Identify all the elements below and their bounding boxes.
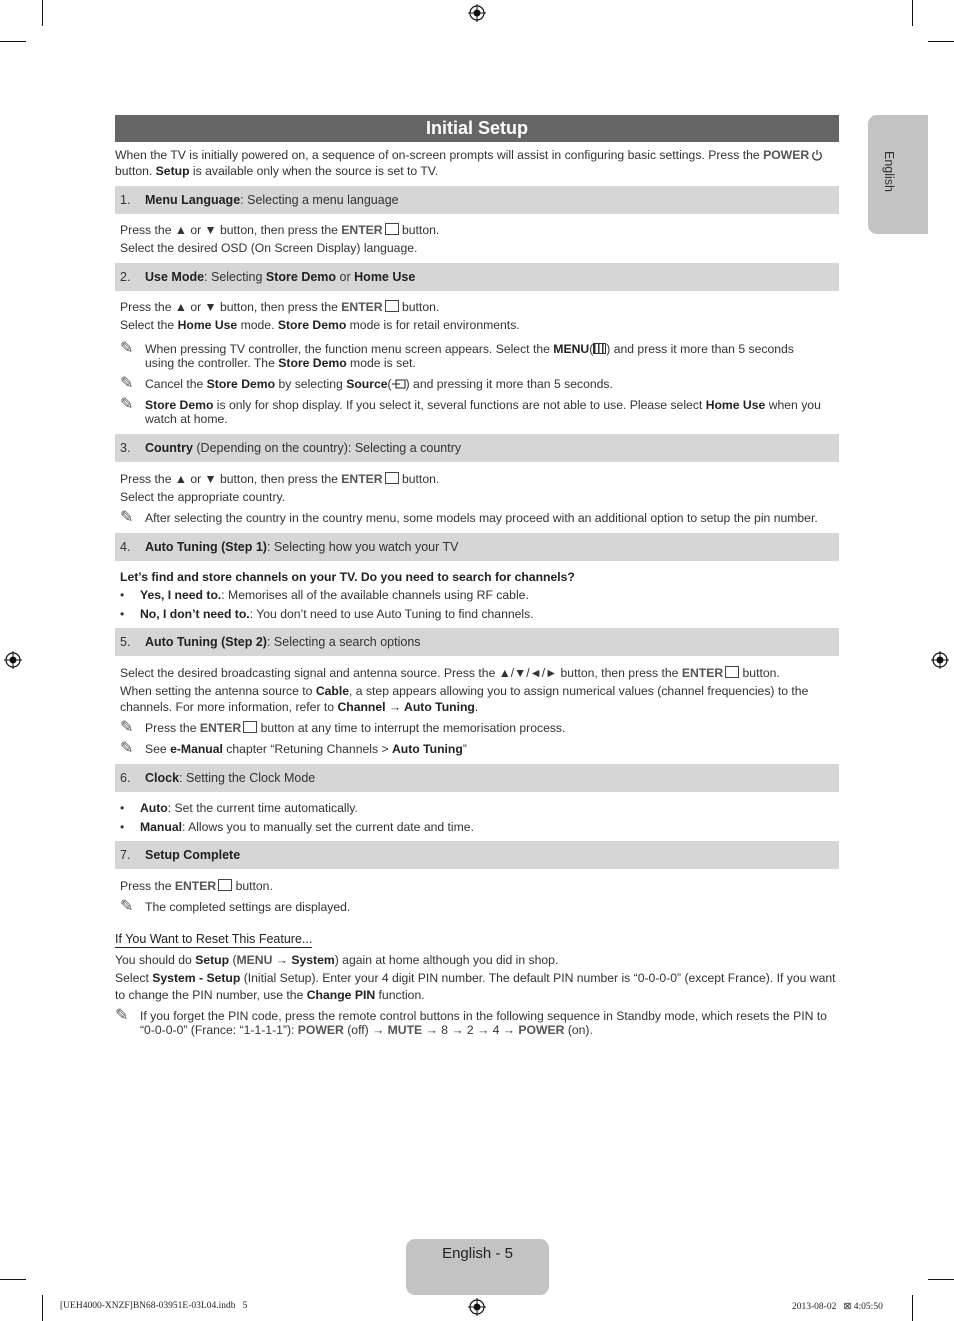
s4-question: Let’s find and store channels on your TV. Do you need to search for channels? bbox=[120, 570, 575, 584]
enter-icon bbox=[385, 472, 399, 484]
s5-line-1: Select the desired broadcasting signal and antenna source. Press the ▲/▼/◄/► button, then press the ENTER button. bbox=[120, 666, 780, 680]
intro-line-2: button. Setup is available only when the source is set to TV. bbox=[115, 164, 439, 178]
intro-line-1: When the TV is initially powered on, a sequence of on-screen prompts will assist in configuring basic settings. Press the POWER bbox=[115, 148, 823, 162]
note-pencil-icon: ✎ bbox=[120, 740, 134, 757]
enter-icon bbox=[243, 721, 257, 733]
reset-line-2: Select System - Setup (Initial Setup). Enter your 4 digit PIN number. The default PIN number is “0-0-0-0” (except France). If you want bbox=[115, 971, 836, 985]
step-header-4: 4. Auto Tuning (Step 1): Selecting how you watch your TV bbox=[115, 533, 839, 561]
step-header-7: 7. Setup Complete bbox=[115, 841, 839, 869]
crop-mark bbox=[42, 1295, 43, 1321]
crop-mark bbox=[912, 1295, 913, 1321]
s1-instruction: Press the ▲ or ▼ button, then press the ENTER button. bbox=[120, 223, 440, 237]
step-header-6: 6. Clock: Setting the Clock Mode bbox=[115, 764, 839, 792]
step-header-1: 1. Menu Language: Selecting a menu language bbox=[115, 186, 839, 214]
crop-mark bbox=[0, 41, 26, 42]
menu-icon bbox=[593, 343, 606, 354]
step-header-2: 2. Use Mode: Selecting Store Demo or Home Use bbox=[115, 263, 839, 291]
s5-line-2: When setting the antenna source to Cable, a step appears allowing you to assign numerical values (channel frequencies) to the bbox=[120, 684, 809, 698]
s2-line-2: Select the Home Use mode. Store Demo mode is for retail environments. bbox=[120, 318, 520, 332]
crop-mark bbox=[0, 1279, 26, 1280]
reset-heading: If You Want to Reset This Feature... bbox=[115, 932, 313, 946]
enter-icon bbox=[385, 223, 399, 235]
step-header-3: 3. Country (Depending on the country): Selecting a country bbox=[115, 434, 839, 462]
language-side-tab bbox=[868, 115, 928, 234]
enter-icon bbox=[218, 879, 232, 891]
note-pencil-icon: ✎ bbox=[120, 719, 134, 736]
reset-line-3: to change the PIN number, use the Change PIN function. bbox=[115, 988, 425, 1002]
crop-mark bbox=[928, 41, 954, 42]
note-pencil-icon: ✎ bbox=[120, 340, 134, 357]
crop-mark bbox=[42, 0, 43, 26]
power-icon bbox=[811, 149, 823, 161]
page-title: Initial Setup bbox=[115, 115, 839, 142]
registration-mark-icon bbox=[931, 651, 949, 669]
note-pencil-icon: ✎ bbox=[120, 396, 134, 413]
s3-line-2: Select the appropriate country. bbox=[120, 490, 286, 504]
side-tab-label: English bbox=[882, 151, 896, 192]
note-pencil-icon: ✎ bbox=[120, 509, 134, 526]
crop-mark bbox=[928, 1279, 954, 1280]
note-pencil-icon: ✎ bbox=[120, 898, 134, 915]
enter-icon bbox=[725, 666, 739, 678]
reset-line-1: You should do Setup (MENU → System) again at home although you did in shop. bbox=[115, 953, 559, 967]
s3-instruction: Press the ▲ or ▼ button, then press the ENTER button. bbox=[120, 472, 440, 486]
registration-mark-icon bbox=[468, 4, 486, 22]
s7-instruction: Press the ENTER button. bbox=[120, 879, 273, 893]
note-pencil-icon: ✎ bbox=[115, 1007, 129, 1024]
registration-mark-icon bbox=[468, 1298, 486, 1316]
s1-line-2: Select the desired OSD (On Screen Display) language. bbox=[120, 241, 418, 255]
imprint-datetime: 2013-08-02 ⊠ 4:05:50 bbox=[792, 1302, 883, 1312]
note-pencil-icon: ✎ bbox=[120, 375, 134, 392]
source-icon bbox=[392, 379, 406, 389]
s5-line-3: channels. For more information, refer to Channel → Auto Tuning. bbox=[120, 700, 479, 714]
step-header-5: 5. Auto Tuning (Step 2): Selecting a search options bbox=[115, 628, 839, 656]
registration-mark-icon bbox=[4, 651, 22, 669]
s2-instruction: Press the ▲ or ▼ button, then press the ENTER button. bbox=[120, 300, 440, 314]
enter-icon bbox=[385, 300, 399, 312]
crop-mark bbox=[912, 0, 913, 26]
imprint-file: [UEH4000-XNZF]BN68-03951E-03L04.indb 5 bbox=[60, 1301, 248, 1311]
page-number-tab: English - 5 bbox=[406, 1239, 549, 1295]
